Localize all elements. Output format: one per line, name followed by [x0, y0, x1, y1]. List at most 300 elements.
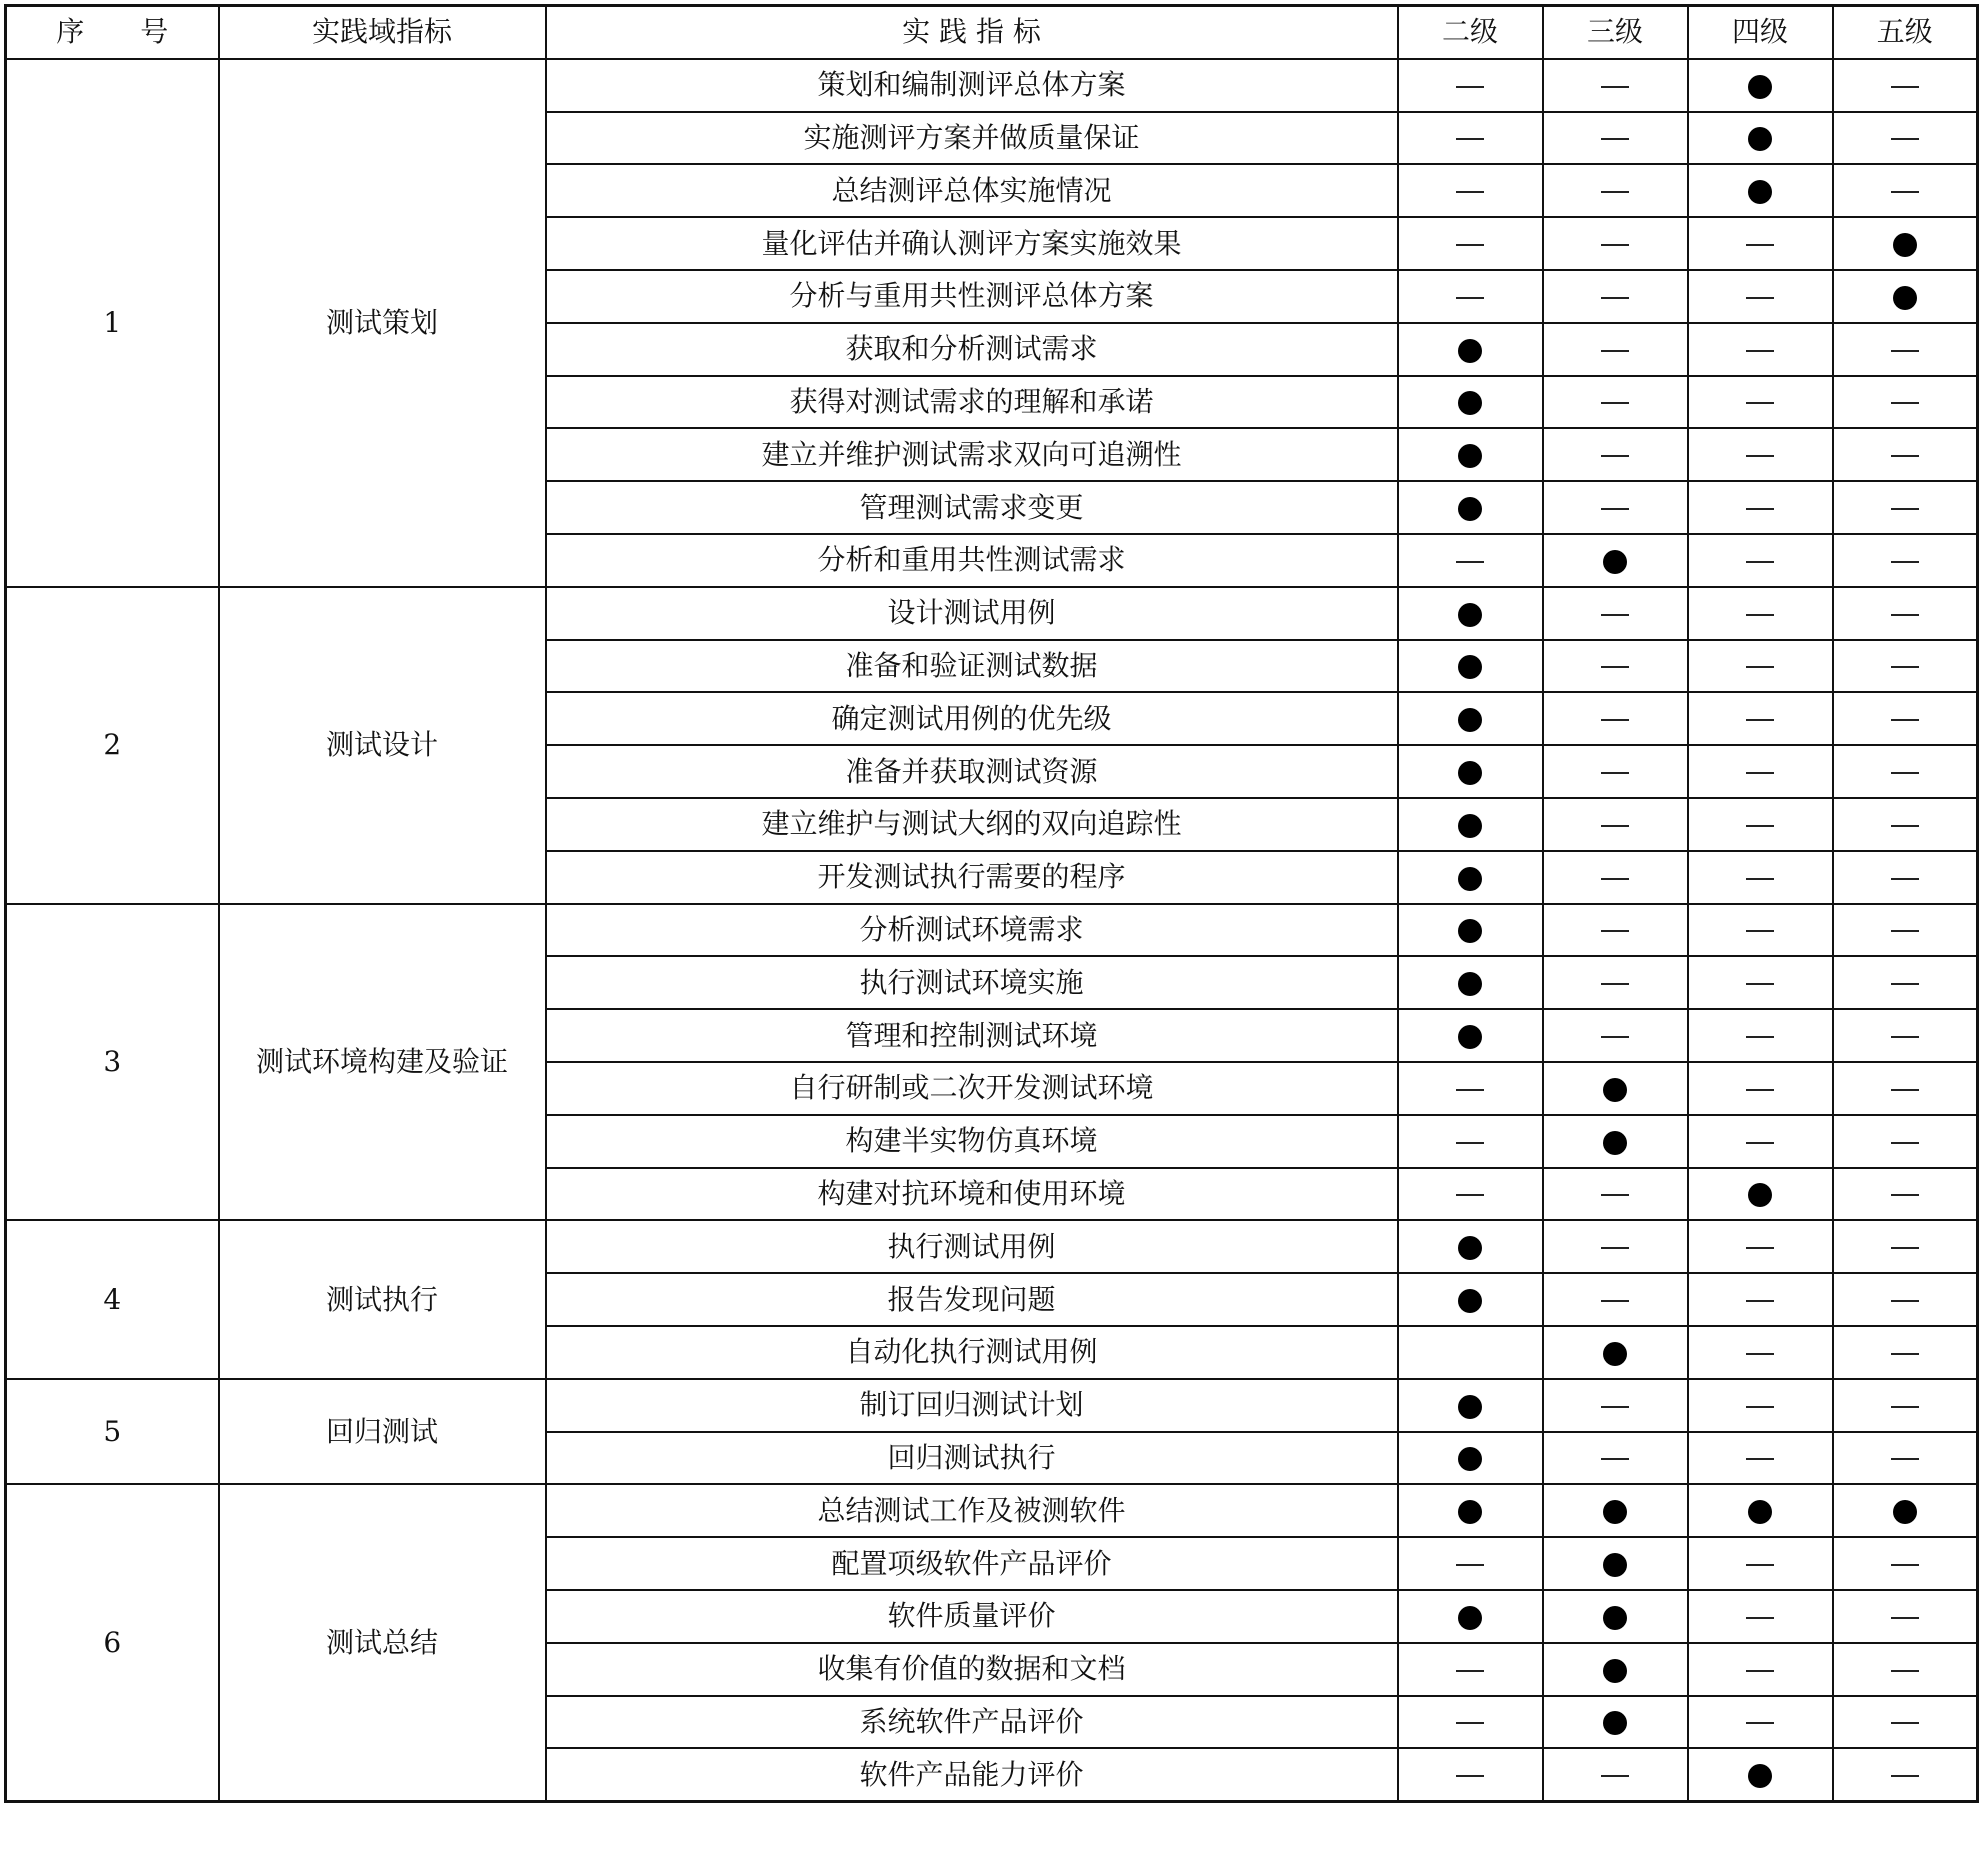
level-5-cell [1833, 692, 1978, 745]
level-4-cell [1688, 1009, 1833, 1062]
dash-icon [1746, 878, 1774, 880]
level-5-cell [1833, 1696, 1978, 1749]
level-3-cell [1543, 1273, 1688, 1326]
domain-indicator: 测试设计 [219, 587, 546, 904]
filled-circle-icon [1603, 1500, 1627, 1524]
filled-circle-icon [1748, 127, 1772, 151]
level-5-cell [1833, 1590, 1978, 1643]
dash-icon [1746, 1247, 1774, 1249]
level-5-cell [1833, 1062, 1978, 1115]
practice-indicator: 软件产品能力评价 [546, 1748, 1398, 1801]
filled-circle-icon [1603, 1553, 1627, 1577]
filled-circle-icon [1458, 1447, 1482, 1471]
filled-circle-icon [1893, 233, 1917, 257]
dash-icon [1891, 138, 1919, 140]
dash-icon [1891, 1617, 1919, 1619]
dash-icon [1746, 614, 1774, 616]
level-5-cell [1833, 745, 1978, 798]
level-4-cell [1688, 323, 1833, 376]
dash-icon [1891, 350, 1919, 352]
level-4-cell [1688, 1168, 1833, 1221]
dash-icon [1456, 1722, 1484, 1724]
practice-indicator: 开发测试执行需要的程序 [546, 851, 1398, 904]
filled-circle-icon [1458, 919, 1482, 943]
level-3-cell [1543, 798, 1688, 851]
filled-circle-icon [1748, 1764, 1772, 1788]
header-level-2: 二级 [1398, 6, 1543, 59]
practice-indicator-table [4, 4, 1979, 1803]
dash-icon [1891, 1142, 1919, 1144]
dash-icon [1456, 1670, 1484, 1672]
practice-indicator: 分析与重用共性测评总体方案 [546, 270, 1398, 323]
level-2-cell [1398, 481, 1543, 534]
table-row [6, 1379, 1978, 1432]
dash-icon [1601, 614, 1629, 616]
group-number: 4 [6, 1220, 219, 1378]
header-level-4: 四级 [1688, 6, 1833, 59]
level-3-cell [1543, 323, 1688, 376]
practice-indicator: 建立并维护测试需求双向可追溯性 [546, 428, 1398, 481]
level-2-cell [1398, 112, 1543, 165]
filled-circle-icon [1603, 1606, 1627, 1630]
practice-indicator: 总结测试工作及被测软件 [546, 1484, 1398, 1537]
dash-icon [1456, 1564, 1484, 1566]
level-5-cell [1833, 217, 1978, 270]
dash-icon [1601, 244, 1629, 246]
dash-icon [1601, 825, 1629, 827]
level-2-cell [1398, 587, 1543, 640]
level-3-cell [1543, 1168, 1688, 1221]
level-4-cell [1688, 1748, 1833, 1801]
group-number: 6 [6, 1484, 219, 1801]
level-5-cell [1833, 1115, 1978, 1168]
level-3-cell [1543, 376, 1688, 429]
level-5-cell [1833, 534, 1978, 587]
filled-circle-icon [1748, 180, 1772, 204]
level-3-cell [1543, 1115, 1688, 1168]
level-3-cell [1543, 1432, 1688, 1485]
dash-icon [1456, 561, 1484, 563]
dash-icon [1746, 1300, 1774, 1302]
level-3-cell [1543, 481, 1688, 534]
level-3-cell [1543, 956, 1688, 1009]
dash-icon [1601, 297, 1629, 299]
level-3-cell [1543, 745, 1688, 798]
level-2-cell [1398, 1643, 1543, 1696]
level-5-cell [1833, 1537, 1978, 1590]
level-3-cell [1543, 1590, 1688, 1643]
level-3-cell [1543, 1748, 1688, 1801]
filled-circle-icon [1603, 1078, 1627, 1102]
level-5-cell [1833, 481, 1978, 534]
dash-icon [1891, 1775, 1919, 1777]
dash-icon [1891, 1036, 1919, 1038]
level-4-cell [1688, 904, 1833, 957]
dash-icon [1891, 402, 1919, 404]
dash-icon [1891, 825, 1919, 827]
dash-icon [1601, 508, 1629, 510]
dash-icon [1601, 86, 1629, 88]
dash-icon [1746, 561, 1774, 563]
practice-indicator: 实施测评方案并做质量保证 [546, 112, 1398, 165]
filled-circle-icon [1458, 814, 1482, 838]
level-5-cell [1833, 587, 1978, 640]
dash-icon [1891, 878, 1919, 880]
dash-icon [1891, 666, 1919, 668]
level-2-cell [1398, 217, 1543, 270]
level-2-cell [1398, 692, 1543, 745]
level-4-cell [1688, 112, 1833, 165]
level-4-cell [1688, 1379, 1833, 1432]
level-4-cell [1688, 428, 1833, 481]
domain-indicator: 测试策划 [219, 59, 546, 587]
level-4-cell [1688, 956, 1833, 1009]
level-2-cell [1398, 1432, 1543, 1485]
dash-icon [1601, 666, 1629, 668]
dash-icon [1891, 1564, 1919, 1566]
header-level-5: 五级 [1833, 6, 1978, 59]
dash-icon [1746, 1406, 1774, 1408]
filled-circle-icon [1893, 1500, 1917, 1524]
level-4-cell [1688, 270, 1833, 323]
filled-circle-icon [1603, 1659, 1627, 1683]
level-5-cell [1833, 1326, 1978, 1379]
dash-icon [1601, 402, 1629, 404]
level-5-cell [1833, 1643, 1978, 1696]
level-3-cell [1543, 1537, 1688, 1590]
level-2-cell [1398, 1379, 1543, 1432]
dash-icon [1891, 1670, 1919, 1672]
level-2-cell [1398, 270, 1543, 323]
practice-indicator: 量化评估并确认测评方案实施效果 [546, 217, 1398, 270]
practice-indicator: 收集有价值的数据和文档 [546, 1643, 1398, 1696]
practice-indicator: 总结测评总体实施情况 [546, 164, 1398, 217]
dash-icon [1746, 1722, 1774, 1724]
level-5-cell [1833, 1168, 1978, 1221]
dash-icon [1891, 772, 1919, 774]
level-3-cell [1543, 534, 1688, 587]
level-4-cell [1688, 217, 1833, 270]
practice-indicator: 设计测试用例 [546, 587, 1398, 640]
level-3-cell [1543, 640, 1688, 693]
level-4-cell [1688, 587, 1833, 640]
group-number: 2 [6, 587, 219, 904]
practice-indicator: 管理和控制测试环境 [546, 1009, 1398, 1062]
dash-icon [1456, 86, 1484, 88]
dash-icon [1601, 1194, 1629, 1196]
level-2-cell [1398, 59, 1543, 112]
filled-circle-icon [1603, 1342, 1627, 1366]
dash-icon [1746, 1617, 1774, 1619]
filled-circle-icon [1603, 1711, 1627, 1735]
level-5-cell [1833, 904, 1978, 957]
dash-icon [1601, 1406, 1629, 1408]
filled-circle-icon [1458, 972, 1482, 996]
level-5-cell [1833, 1379, 1978, 1432]
practice-indicator: 确定测试用例的优先级 [546, 692, 1398, 745]
level-2-cell [1398, 376, 1543, 429]
filled-circle-icon [1458, 1606, 1482, 1630]
level-5-cell [1833, 270, 1978, 323]
level-5-cell [1833, 851, 1978, 904]
level-4-cell [1688, 1062, 1833, 1115]
dash-icon [1601, 983, 1629, 985]
level-5-cell [1833, 1432, 1978, 1485]
dash-icon [1746, 297, 1774, 299]
level-4-cell [1688, 1220, 1833, 1273]
dash-icon [1601, 1775, 1629, 1777]
dash-icon [1891, 86, 1919, 88]
dash-icon [1746, 402, 1774, 404]
table-row [6, 1484, 1978, 1537]
level-2-cell [1398, 956, 1543, 1009]
dash-icon [1746, 455, 1774, 457]
practice-indicator: 自行研制或二次开发测试环境 [546, 1062, 1398, 1115]
domain-indicator: 测试执行 [219, 1220, 546, 1378]
level-5-cell [1833, 428, 1978, 481]
level-4-cell [1688, 1432, 1833, 1485]
dash-icon [1746, 244, 1774, 246]
practice-indicator: 构建半实物仿真环境 [546, 1115, 1398, 1168]
dash-icon [1456, 138, 1484, 140]
level-3-cell [1543, 851, 1688, 904]
filled-circle-icon [1893, 286, 1917, 310]
level-4-cell [1688, 534, 1833, 587]
level-2-cell [1398, 851, 1543, 904]
dash-icon [1891, 1406, 1919, 1408]
dash-icon [1891, 719, 1919, 721]
dash-icon [1456, 297, 1484, 299]
filled-circle-icon [1458, 1395, 1482, 1419]
dash-icon [1891, 191, 1919, 193]
dash-icon [1891, 1089, 1919, 1091]
level-3-cell [1543, 1643, 1688, 1696]
level-2-cell [1398, 323, 1543, 376]
level-4-cell [1688, 851, 1833, 904]
level-3-cell [1543, 217, 1688, 270]
group-number: 5 [6, 1379, 219, 1485]
group-number: 1 [6, 59, 219, 587]
level-2-cell [1398, 1273, 1543, 1326]
level-5-cell [1833, 1273, 1978, 1326]
level-4-cell [1688, 745, 1833, 798]
level-3-cell [1543, 1484, 1688, 1537]
filled-circle-icon [1458, 655, 1482, 679]
table-row [6, 904, 1978, 957]
level-2-cell [1398, 1537, 1543, 1590]
practice-indicator: 准备和验证测试数据 [546, 640, 1398, 693]
practice-indicator: 制订回归测试计划 [546, 1379, 1398, 1432]
dash-icon [1746, 772, 1774, 774]
level-4-cell [1688, 376, 1833, 429]
level-3-cell [1543, 164, 1688, 217]
dash-icon [1746, 719, 1774, 721]
level-5-cell [1833, 1748, 1978, 1801]
level-4-cell [1688, 798, 1833, 851]
filled-circle-icon [1458, 339, 1482, 363]
practice-indicator: 回归测试执行 [546, 1432, 1398, 1485]
dash-icon [1601, 191, 1629, 193]
level-3-cell [1543, 428, 1688, 481]
dash-icon [1601, 350, 1629, 352]
level-3-cell [1543, 59, 1688, 112]
dash-icon [1891, 1194, 1919, 1196]
level-4-cell [1688, 1590, 1833, 1643]
level-5-cell [1833, 798, 1978, 851]
dash-icon [1746, 1564, 1774, 1566]
level-5-cell [1833, 1220, 1978, 1273]
level-4-cell [1688, 692, 1833, 745]
level-5-cell [1833, 640, 1978, 693]
filled-circle-icon [1458, 867, 1482, 891]
level-4-cell [1688, 481, 1833, 534]
dash-icon [1891, 1300, 1919, 1302]
level-5-cell [1833, 1009, 1978, 1062]
header-row [6, 6, 1978, 59]
level-2-cell [1398, 1484, 1543, 1537]
level-3-cell [1543, 1220, 1688, 1273]
practice-indicator: 构建对抗环境和使用环境 [546, 1168, 1398, 1221]
filled-circle-icon [1458, 761, 1482, 785]
dash-icon [1601, 878, 1629, 880]
level-5-cell [1833, 376, 1978, 429]
filled-circle-icon [1458, 391, 1482, 415]
level-5-cell [1833, 323, 1978, 376]
dash-icon [1456, 1194, 1484, 1196]
level-5-cell [1833, 1484, 1978, 1537]
dash-icon [1601, 455, 1629, 457]
dash-icon [1456, 244, 1484, 246]
table-row [6, 59, 1978, 112]
dash-icon [1746, 508, 1774, 510]
practice-indicator: 获取和分析测试需求 [546, 323, 1398, 376]
filled-circle-icon [1748, 1183, 1772, 1207]
level-2-cell [1398, 1696, 1543, 1749]
dash-icon [1601, 772, 1629, 774]
level-3-cell [1543, 692, 1688, 745]
dash-icon [1891, 561, 1919, 563]
practice-indicator: 获得对测试需求的理解和承诺 [546, 376, 1398, 429]
dash-icon [1746, 1353, 1774, 1355]
table-container [4, 4, 1979, 1803]
dash-icon [1456, 1089, 1484, 1091]
level-3-cell [1543, 270, 1688, 323]
filled-circle-icon [1458, 497, 1482, 521]
filled-circle-icon [1458, 1500, 1482, 1524]
practice-indicator: 系统软件产品评价 [546, 1696, 1398, 1749]
filled-circle-icon [1603, 550, 1627, 574]
level-3-cell [1543, 1326, 1688, 1379]
level-5-cell [1833, 59, 1978, 112]
practice-indicator: 执行测试用例 [546, 1220, 1398, 1273]
header-domain: 实践域指标 [219, 6, 546, 59]
dash-icon [1601, 1247, 1629, 1249]
practice-indicator: 建立维护与测试大纲的双向追踪性 [546, 798, 1398, 851]
filled-circle-icon [1603, 1131, 1627, 1155]
dash-icon [1891, 1353, 1919, 1355]
level-3-cell [1543, 1379, 1688, 1432]
level-4-cell [1688, 640, 1833, 693]
dash-icon [1601, 138, 1629, 140]
filled-circle-icon [1458, 603, 1482, 627]
level-4-cell [1688, 1326, 1833, 1379]
dash-icon [1746, 350, 1774, 352]
dash-icon [1746, 825, 1774, 827]
dash-icon [1891, 508, 1919, 510]
level-3-cell [1543, 1009, 1688, 1062]
level-4-cell [1688, 1643, 1833, 1696]
level-2-cell [1398, 640, 1543, 693]
filled-circle-icon [1458, 1289, 1482, 1313]
level-5-cell [1833, 112, 1978, 165]
practice-indicator: 管理测试需求变更 [546, 481, 1398, 534]
dash-icon [1601, 1458, 1629, 1460]
dash-icon [1601, 930, 1629, 932]
practice-indicator: 执行测试环境实施 [546, 956, 1398, 1009]
level-4-cell [1688, 1484, 1833, 1537]
level-2-cell [1398, 428, 1543, 481]
dash-icon [1891, 614, 1919, 616]
level-2-cell [1398, 1326, 1543, 1379]
level-2-cell [1398, 1062, 1543, 1115]
header-practice: 实 践 指 标 [546, 6, 1398, 59]
filled-circle-icon [1748, 75, 1772, 99]
header-level-3: 三级 [1543, 6, 1688, 59]
filled-circle-icon [1458, 444, 1482, 468]
dash-icon [1891, 1458, 1919, 1460]
dash-icon [1601, 719, 1629, 721]
domain-indicator: 测试环境构建及验证 [219, 904, 546, 1221]
dash-icon [1891, 455, 1919, 457]
level-2-cell [1398, 1009, 1543, 1062]
level-2-cell [1398, 798, 1543, 851]
level-5-cell [1833, 956, 1978, 1009]
domain-indicator: 测试总结 [219, 1484, 546, 1801]
level-3-cell [1543, 904, 1688, 957]
level-2-cell [1398, 1115, 1543, 1168]
practice-indicator: 准备并获取测试资源 [546, 745, 1398, 798]
level-2-cell [1398, 904, 1543, 957]
dash-icon [1746, 1142, 1774, 1144]
dash-icon [1746, 983, 1774, 985]
level-2-cell [1398, 164, 1543, 217]
dash-icon [1746, 1670, 1774, 1672]
practice-indicator: 策划和编制测评总体方案 [546, 59, 1398, 112]
level-2-cell [1398, 1590, 1543, 1643]
practice-indicator: 配置项级软件产品评价 [546, 1537, 1398, 1590]
level-4-cell [1688, 1696, 1833, 1749]
practice-indicator: 自动化执行测试用例 [546, 1326, 1398, 1379]
table-body [6, 59, 1978, 1802]
dash-icon [1456, 191, 1484, 193]
level-3-cell [1543, 587, 1688, 640]
dash-icon [1456, 1775, 1484, 1777]
level-4-cell [1688, 164, 1833, 217]
dash-icon [1891, 983, 1919, 985]
header-no: 序 号 [6, 6, 219, 59]
level-2-cell [1398, 1168, 1543, 1221]
level-4-cell [1688, 59, 1833, 112]
filled-circle-icon [1458, 708, 1482, 732]
domain-indicator: 回归测试 [219, 1379, 546, 1485]
level-5-cell [1833, 164, 1978, 217]
dash-icon [1746, 1458, 1774, 1460]
filled-circle-icon [1748, 1500, 1772, 1524]
dash-icon [1891, 1722, 1919, 1724]
practice-indicator: 分析和重用共性测试需求 [546, 534, 1398, 587]
level-3-cell [1543, 112, 1688, 165]
dash-icon [1891, 1247, 1919, 1249]
